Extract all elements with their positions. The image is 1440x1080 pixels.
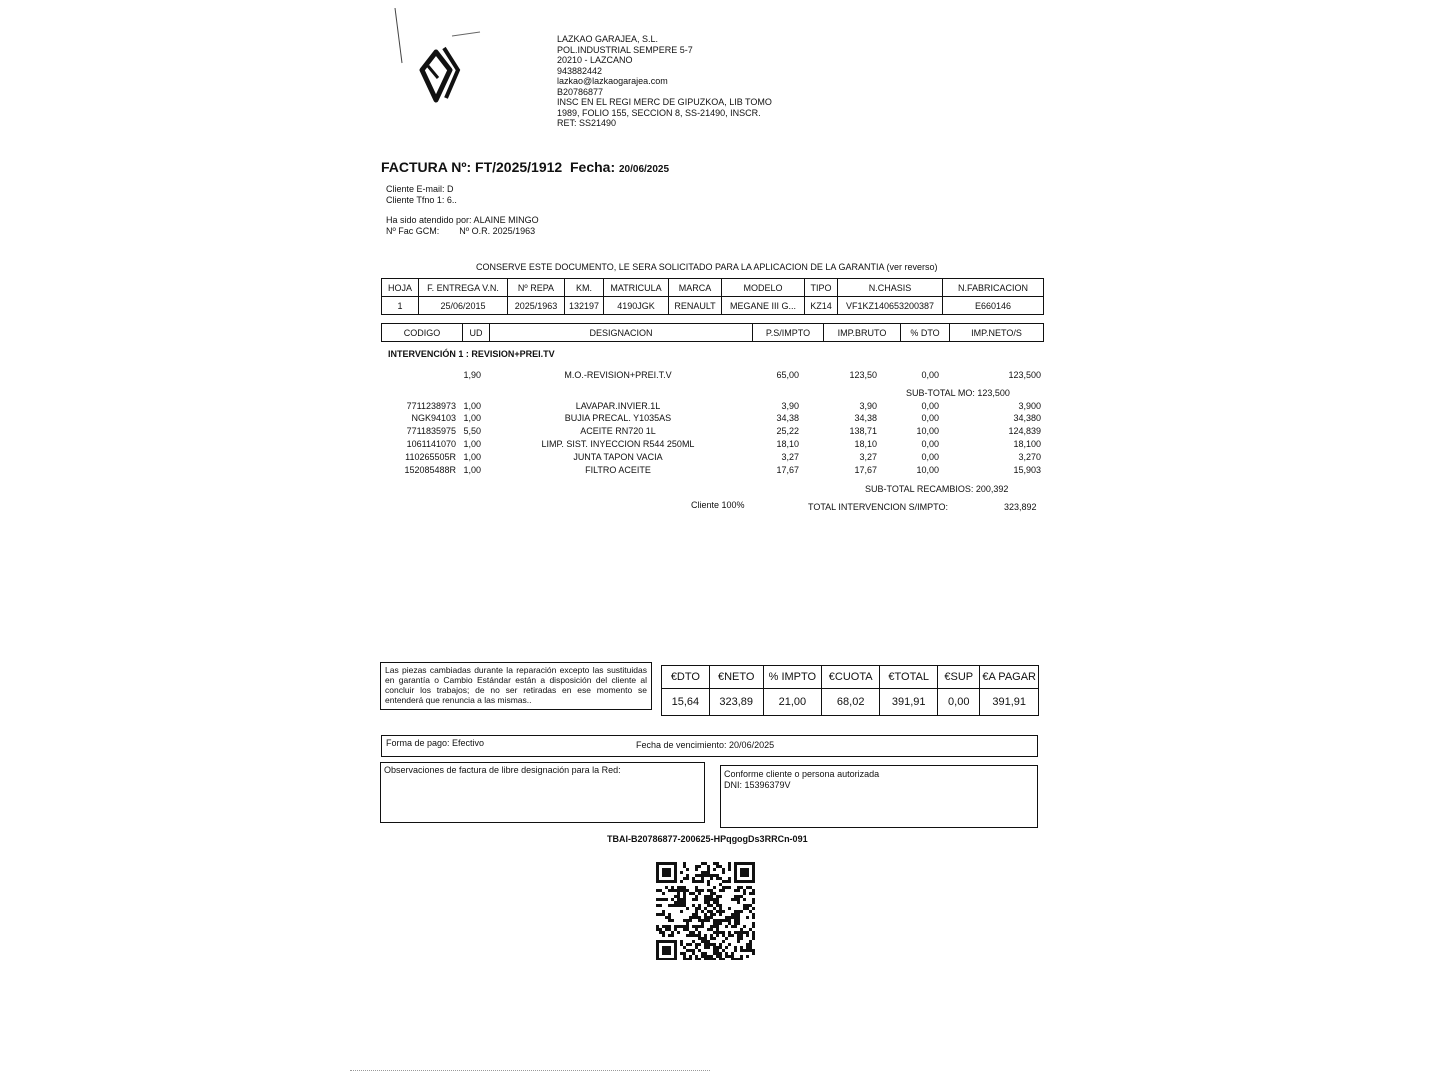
item-price: 18,10: [776, 439, 799, 449]
vehicle-value: VF1KZ140653200387: [838, 297, 943, 315]
vehicle-header: N.FABRICACION: [943, 279, 1044, 297]
totals-value-row: [662, 689, 1039, 716]
legal-note-box: [380, 662, 652, 710]
item-code: 152085488R: [404, 465, 456, 475]
item-net: 34,380: [1013, 413, 1041, 423]
item-price: 25,22: [776, 426, 799, 436]
items-header: % DTO: [901, 324, 950, 342]
vehicle-header: MARCA: [669, 279, 722, 297]
tbai-code: TBAI-B20786877-200625-HPqgogDs3RRCn-091: [607, 834, 808, 844]
observations-box: [380, 762, 705, 823]
vehicle-header-row: [382, 279, 1044, 297]
items-header-row: [382, 324, 1044, 342]
intervention-title: INTERVENCIÓN 1 : REVISION+PREI.TV: [388, 349, 555, 359]
item-code: 7711835975: [406, 426, 456, 436]
item-gross: 123,50: [849, 370, 877, 380]
invoice-number: FT/2025/1912: [475, 159, 563, 175]
item-ud: 1,00: [463, 465, 481, 475]
observations-label: Observaciones de factura de libre designación para la Red:: [384, 765, 621, 775]
item-net: 15,903: [1013, 465, 1041, 475]
conforme-dni: DNI: 15396379V: [724, 779, 791, 790]
total-intervention-label: TOTAL INTERVENCION S/IMPTO:: [808, 502, 949, 512]
item-net: 3,270: [1018, 452, 1041, 462]
item-gross: 34,38: [854, 413, 877, 423]
company-line: 1989, FOLIO 155, SECCION 8, SS-21490, INSCR.: [557, 107, 761, 118]
attended-info: [386, 215, 539, 236]
item-price: 65,00: [776, 370, 799, 380]
part-line: [381, 400, 1044, 412]
totals-table: [661, 665, 1039, 716]
conforme-label: Conforme cliente o persona autorizada: [724, 769, 880, 779]
totals-value: 68,02: [822, 689, 880, 716]
payment-method: Forma de pago: Efectivo: [386, 738, 485, 748]
item-desc: JUNTA TAPON VACIA: [573, 452, 663, 462]
vehicle-value: MEGANE III G...: [722, 297, 805, 315]
item-net: 123,500: [1008, 370, 1041, 380]
payment-box: [381, 735, 1038, 757]
vehicle-header: HOJA: [382, 279, 419, 297]
company-line: RET: SS21490: [557, 118, 617, 128]
part-line: [381, 438, 1044, 450]
item-gross: 3,90: [859, 401, 877, 411]
item-ud: 5,50: [463, 426, 481, 436]
totals-header: €DTO: [662, 666, 710, 689]
item-desc: FILTRO ACEITE: [585, 465, 651, 475]
vehicle-value: 25/06/2015: [419, 297, 508, 315]
subtotal-mo: SUB-TOTAL MO: 123,500: [906, 388, 1010, 398]
item-ud: 1,00: [463, 401, 481, 411]
totals-header: % IMPTO: [763, 666, 821, 689]
item-desc: BUJIA PRECAL. Y1035AS: [564, 413, 672, 423]
vehicle-header: TIPO: [805, 279, 838, 297]
attended-by: Ha sido atendido por: ALAINE MINGO: [386, 215, 539, 225]
qr-code-icon: [656, 862, 756, 960]
vehicle-table: [381, 278, 1044, 315]
totals-header: €NETO: [709, 666, 763, 689]
item-net: 124,839: [1008, 426, 1041, 436]
item-desc: M.O.-REVISION+PREI.T.V: [564, 370, 672, 380]
vehicle-value: 132197: [565, 297, 604, 315]
item-ud: 1,00: [463, 452, 481, 462]
labour-line: [381, 369, 1044, 381]
totals-header: €A PAGAR: [980, 666, 1039, 689]
order-number: Nº O.R. 2025/1963: [459, 225, 536, 236]
vehicle-value: 4190JGK: [604, 297, 669, 315]
item-code: 7711238973: [406, 401, 456, 411]
items-header: IMP.NETO/S: [950, 324, 1044, 342]
item-net: 3,900: [1018, 401, 1041, 411]
fac-gcm: Nº Fac GCM:: [386, 225, 440, 236]
totals-header: €CUOTA: [822, 666, 880, 689]
item-gross: 17,67: [854, 465, 877, 475]
client-email: Cliente E-mail: D: [386, 184, 454, 194]
item-code: 1061141070: [406, 439, 456, 449]
vehicle-value-row: [382, 297, 1044, 315]
vehicle-header: Nº REPA: [508, 279, 565, 297]
items-header: DESIGNACION: [490, 324, 753, 342]
part-line: [381, 451, 1044, 463]
item-ud: 1,90: [463, 370, 481, 380]
totals-header: €TOTAL: [880, 666, 938, 689]
vehicle-header: N.CHASIS: [838, 279, 943, 297]
company-line: 20210 - LAZCANO: [557, 55, 633, 65]
items-header: UD: [463, 324, 490, 342]
subtotal-parts: SUB-TOTAL RECAMBIOS: 200,392: [865, 484, 1009, 494]
company-line: INSC EN EL REGI MERC DE GIPUZKOA, LIB TOMO: [557, 97, 772, 107]
item-gross: 18,10: [854, 439, 877, 449]
item-ud: 1,00: [463, 439, 481, 449]
totals-value: 0,00: [938, 689, 980, 716]
payment-due-date: Fecha de vencimiento: 20/06/2025: [636, 740, 775, 750]
invoice-label: FACTURA Nº:: [381, 159, 472, 175]
vehicle-value: KZ14: [805, 297, 838, 315]
items-header: P.S/IMPTO: [753, 324, 824, 342]
company-line: POL.INDUSTRIAL SEMPERE 5-7: [557, 44, 693, 55]
totals-header-row: [662, 666, 1039, 689]
items-header-table: [381, 323, 1044, 342]
item-code: NGK94103: [411, 413, 456, 423]
client-phone: Cliente Tfno 1: 6..: [386, 194, 457, 205]
company-line: B20786877: [557, 86, 604, 97]
item-gross: 138,71: [849, 426, 877, 436]
company-line: lazkao@lazkaogarajea.com: [557, 76, 668, 86]
item-price: 17,67: [776, 465, 799, 475]
totals-value: 323,89: [709, 689, 763, 716]
vehicle-header: KM.: [565, 279, 604, 297]
totals-value: 15,64: [662, 689, 710, 716]
item-net: 18,100: [1013, 439, 1041, 449]
totals-value: 391,91: [980, 689, 1039, 716]
vehicle-value: E660146: [943, 297, 1044, 315]
item-desc: LAVAPAR.INVIER.1L: [575, 401, 661, 411]
item-price: 3,90: [781, 401, 799, 411]
renault-logo-icon: [392, 8, 512, 108]
item-dto: 0,00: [921, 413, 939, 423]
legal-note: Las piezas cambiadas durante la reparación excepto las sustituidas en garantía o Cambio Estándar están a disposición del cliente al concluir los trabajos; de no ser retiradas en ese momento se entenderá que renuncia a las mismas..: [385, 665, 647, 705]
item-price: 3,27: [781, 452, 799, 462]
part-line: [381, 412, 1044, 424]
item-desc: ACEITE RN720 1L: [580, 426, 656, 436]
part-line: [381, 425, 1044, 437]
totals-value: 21,00: [763, 689, 821, 716]
item-dto: 10,00: [916, 465, 939, 475]
conforme-box: [720, 765, 1038, 828]
company-line: 943882442: [557, 65, 603, 76]
item-ud: 1,00: [463, 413, 481, 423]
item-dto: 0,00: [921, 452, 939, 462]
items-header: IMP.BRUTO: [824, 324, 901, 342]
vehicle-header: MODELO: [722, 279, 805, 297]
totals-value: 391,91: [880, 689, 938, 716]
vehicle-value: RENAULT: [669, 297, 722, 315]
vehicle-value: 1: [382, 297, 419, 315]
client-info: [386, 184, 457, 205]
totals-header: €SUP: [938, 666, 980, 689]
item-dto: 0,00: [921, 370, 939, 380]
item-dto: 10,00: [916, 426, 939, 436]
item-desc: LIMP. SIST. INYECCION R544 250ML: [541, 439, 695, 449]
client-percentage: Cliente 100%: [691, 500, 745, 510]
item-gross: 3,27: [859, 452, 877, 462]
item-dto: 0,00: [921, 439, 939, 449]
total-intervention-value: 323,892: [1004, 502, 1037, 512]
item-code: 110265505R: [405, 452, 456, 462]
items-header: CODIGO: [382, 324, 463, 342]
scan-artifact-line: [350, 1070, 710, 1071]
item-price: 34,38: [776, 413, 799, 423]
invoice-date-label: Fecha:: [569, 159, 616, 175]
warranty-note: CONSERVE ESTE DOCUMENTO, LE SERA SOLICITADO PARA LA APLICACION DE LA GARANTIA (ver reverso): [476, 262, 938, 272]
item-dto: 0,00: [921, 401, 939, 411]
part-line: [381, 464, 1044, 476]
vehicle-header: MATRICULA: [604, 279, 669, 297]
company-address: [557, 34, 772, 129]
company-line: LAZKAO GARAJEA, S.L.: [557, 34, 659, 44]
vehicle-value: 2025/1963: [508, 297, 565, 315]
invoice-date: 20/06/2025: [619, 164, 670, 175]
invoice-title: [381, 159, 669, 175]
vehicle-header: F. ENTREGA V.N.: [419, 279, 508, 297]
